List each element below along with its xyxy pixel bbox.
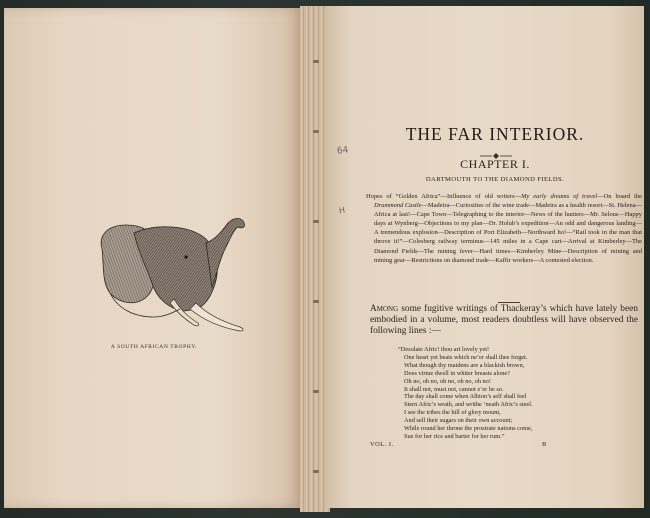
binding-stitch bbox=[313, 60, 319, 63]
binding-stitch bbox=[313, 470, 319, 473]
pencil-annotation: H bbox=[338, 205, 346, 216]
chapter-subtitle: DARTMOUTH TO THE DIAMOND FIELDS. bbox=[425, 176, 565, 183]
book-title: THE FAR INTERIOR. bbox=[405, 124, 585, 144]
poem-line: The day shall come when Albion’s self shall feel bbox=[404, 393, 527, 401]
synopsis-segment: My early dreams of travel bbox=[521, 193, 598, 200]
illustration-caption: A SOUTH AFRICAN TROPHY. bbox=[110, 344, 198, 350]
section-rule bbox=[498, 302, 520, 303]
synopsis-segment: —Madeira—Curiosities of the wine trade—Madeira as a health resort—St. Helena—Africa at last!—Cape Town—Telegraphing to the interior—News of the hunters—Mr. Selous—Happy days at Wynberg—Objections to my plan—Dr. Holub’s expedition—An odd and dangerous landing—A tremendous explosion—Description of Port Elizabeth—Northward ho!—“Rail took in the man that throve it!”—Colesberg railway terminus—145 miles in a Cape cart—Arrival at Kimberley—The Diamond Fields—The mining fever—Hard times—Kimberley Mine—Description of mining and mining gear—Restrictions on diamond trade—Kaffir workers—A contested election. bbox=[374, 202, 642, 264]
pencil-annotation: 64 bbox=[336, 145, 350, 157]
body-lead-word: Among bbox=[370, 304, 399, 314]
chapter-heading: CHAPTER I. bbox=[460, 157, 530, 171]
body-paragraph bbox=[370, 304, 638, 338]
poem-line: What though thy maidens are a blackish brown, bbox=[404, 361, 525, 369]
poem-line: “Desolate Afric! thou art lovely yet! bbox=[398, 346, 490, 353]
binding-stitch bbox=[313, 220, 319, 223]
volume-mark: VOL. I. bbox=[370, 441, 394, 448]
right-page bbox=[326, 6, 644, 508]
left-page bbox=[4, 8, 304, 508]
ornament-divider bbox=[476, 147, 516, 155]
synopsis-segment: Hopes of “Golden Africa”—Influence of old writers— bbox=[366, 193, 522, 200]
elephant-head-illustration bbox=[94, 213, 264, 348]
poem-line: Sue for her rice and barter for her rum.” bbox=[404, 432, 505, 440]
body-text: some fugitive writings of Thackeray’s which have lately been embodied in a volume, most readers doubtless will have observed the following lines :— bbox=[370, 304, 638, 337]
poem-line: It shall not, must not, cannot e’er be so. bbox=[404, 385, 504, 393]
poem-line: One heart yet beats which ne’er shall thee forget. bbox=[404, 353, 528, 361]
poem-line: Stern Afric’s wrath, and writhe ’neath Afric’s steel. bbox=[404, 401, 533, 409]
poem-line: While round her throne the prostrate nations come, bbox=[404, 425, 533, 433]
quoted-poem bbox=[398, 346, 628, 441]
synopsis-segment: —On board the bbox=[597, 193, 642, 200]
binding-stitch bbox=[313, 130, 319, 133]
chapter-synopsis bbox=[366, 192, 642, 265]
poem-line: Does virtue dwell in whiter breasts alone? bbox=[404, 369, 510, 377]
poem-line: And sell their sugars on their own account; bbox=[404, 417, 513, 425]
poem-line: Oh no, oh no, oh no, oh no, oh no! bbox=[404, 377, 491, 385]
binding-stitch bbox=[313, 300, 319, 303]
binding-stitch bbox=[313, 390, 319, 393]
poem-line: I see the tribes the hill of glory mount, bbox=[404, 409, 501, 417]
signature-mark: B bbox=[542, 441, 547, 448]
synopsis-segment: Drummond Castle bbox=[374, 202, 422, 210]
